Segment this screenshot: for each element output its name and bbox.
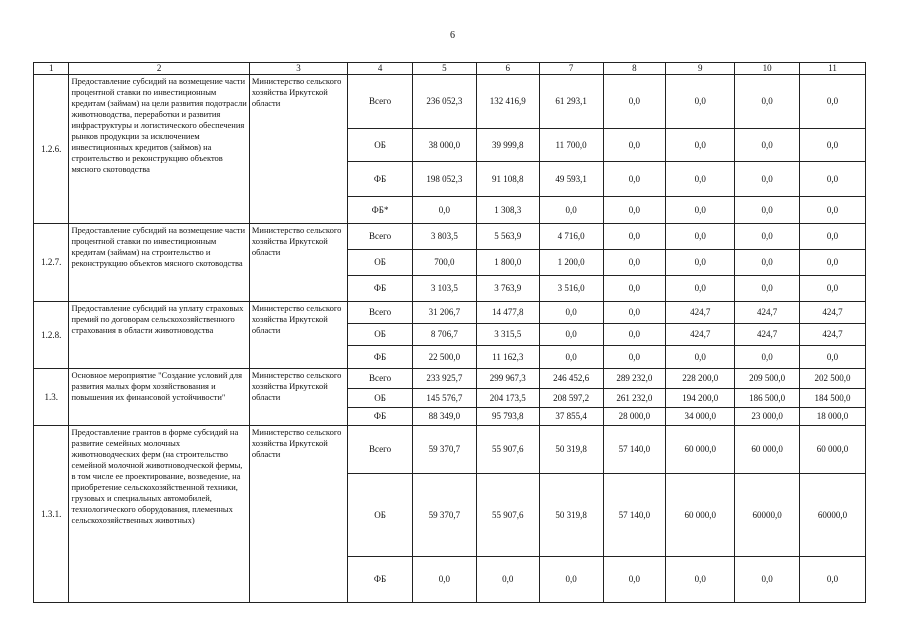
value-cell: 11 162,3 — [476, 346, 539, 369]
item-code: 1.3.1. — [34, 426, 69, 603]
value-cell: 60 000,0 — [666, 426, 735, 474]
value-cell: 0,0 — [735, 224, 800, 250]
column-header: 2 — [69, 63, 249, 75]
value-cell: 23 000,0 — [735, 408, 800, 426]
item-name: Основное мероприятие "Создание условий для развития малых форм хозяйствования и повышения их финансовой устойчивости" — [69, 369, 249, 426]
header-row — [34, 63, 866, 75]
item-code: 1.2.7. — [34, 224, 69, 302]
value-cell: 0,0 — [539, 324, 603, 346]
value-cell: 289 232,0 — [603, 369, 666, 389]
value-cell: 0,0 — [603, 75, 666, 129]
page-number: 6 — [450, 30, 455, 41]
value-cell: 0,0 — [603, 324, 666, 346]
value-cell: 202 500,0 — [800, 369, 866, 389]
value-cell: 0,0 — [539, 557, 603, 603]
value-cell: 11 700,0 — [539, 129, 603, 162]
column-header: 11 — [800, 63, 866, 75]
value-cell: 91 108,8 — [476, 162, 539, 197]
column-header: 1 — [34, 63, 69, 75]
value-cell: 0,0 — [735, 129, 800, 162]
funding-source: ФБ — [348, 557, 413, 603]
funding-source: ФБ* — [348, 197, 413, 224]
value-cell: 0,0 — [603, 129, 666, 162]
value-cell: 204 173,5 — [476, 389, 539, 408]
funding-source: Всего — [348, 302, 413, 324]
value-cell: 0,0 — [603, 302, 666, 324]
value-cell: 424,7 — [666, 302, 735, 324]
value-cell: 0,0 — [735, 276, 800, 302]
value-cell: 3 763,9 — [476, 276, 539, 302]
item-code: 1.2.8. — [34, 302, 69, 369]
value-cell: 0,0 — [539, 197, 603, 224]
value-cell: 299 967,3 — [476, 369, 539, 389]
value-cell: 0,0 — [666, 162, 735, 197]
value-cell: 184 500,0 — [800, 389, 866, 408]
value-cell: 198 052,3 — [412, 162, 476, 197]
funding-source: ФБ — [348, 346, 413, 369]
column-header: 3 — [249, 63, 347, 75]
value-cell: 424,7 — [800, 324, 866, 346]
value-cell: 261 232,0 — [603, 389, 666, 408]
item-code: 1.2.6. — [34, 75, 69, 224]
value-cell: 209 500,0 — [735, 369, 800, 389]
value-cell: 8 706,7 — [412, 324, 476, 346]
item-executor: Министерство сельского хозяйства Иркутской области — [249, 224, 347, 302]
funding-source: ФБ — [348, 408, 413, 426]
column-header: 7 — [539, 63, 603, 75]
value-cell: 0,0 — [800, 162, 866, 197]
funding-source: Всего — [348, 75, 413, 129]
item-executor: Министерство сельского хозяйства Иркутской области — [249, 369, 347, 426]
table-row — [34, 224, 866, 250]
value-cell: 0,0 — [666, 557, 735, 603]
column-header: 9 — [666, 63, 735, 75]
item-name: Предоставление субсидий на возмещение части процентной ставки по инвестиционным кредитам (займам) на цели развития подотрасли животноводства, переработки и развития инфраструктуры и логистического обеспечения рынков продукции за исключением инвестиционных кредитов (займов) на строительство и реконструкцию объектов мясного скотоводства — [69, 75, 249, 224]
funding-source: ОБ — [348, 389, 413, 408]
value-cell: 0,0 — [412, 557, 476, 603]
value-cell: 0,0 — [603, 346, 666, 369]
value-cell: 3 803,5 — [412, 224, 476, 250]
value-cell: 3 315,5 — [476, 324, 539, 346]
value-cell: 55 907,6 — [476, 474, 539, 557]
value-cell: 0,0 — [800, 276, 866, 302]
item-executor: Министерство сельского хозяйства Иркутской области — [249, 426, 347, 603]
table-row — [34, 426, 866, 474]
funding-source: ОБ — [348, 129, 413, 162]
value-cell: 14 477,8 — [476, 302, 539, 324]
funding-source: ОБ — [348, 474, 413, 557]
value-cell: 0,0 — [800, 197, 866, 224]
column-header: 4 — [348, 63, 413, 75]
value-cell: 0,0 — [666, 276, 735, 302]
value-cell: 37 855,4 — [539, 408, 603, 426]
value-cell: 0,0 — [735, 557, 800, 603]
item-name: Предоставление субсидий на возмещение части процентной ставки по инвестиционным кредитам (займам) на строительство и реконструкцию объектов мясного скотоводства — [69, 224, 249, 302]
value-cell: 0,0 — [603, 197, 666, 224]
funding-source: ОБ — [348, 324, 413, 346]
item-executor: Министерство сельского хозяйства Иркутской области — [249, 75, 347, 224]
value-cell: 0,0 — [412, 197, 476, 224]
value-cell: 132 416,9 — [476, 75, 539, 129]
value-cell: 60 000,0 — [800, 426, 866, 474]
value-cell: 0,0 — [800, 224, 866, 250]
funding-source: ФБ — [348, 162, 413, 197]
funding-source: ОБ — [348, 250, 413, 276]
value-cell: 233 925,7 — [412, 369, 476, 389]
value-cell: 0,0 — [800, 557, 866, 603]
table-row — [34, 302, 866, 324]
value-cell: 0,0 — [666, 197, 735, 224]
value-cell: 59 370,7 — [412, 474, 476, 557]
value-cell: 60000,0 — [735, 474, 800, 557]
value-cell: 0,0 — [539, 302, 603, 324]
value-cell: 31 206,7 — [412, 302, 476, 324]
funding-source: Всего — [348, 369, 413, 389]
value-cell: 55 907,6 — [476, 426, 539, 474]
value-cell: 0,0 — [476, 557, 539, 603]
value-cell: 34 000,0 — [666, 408, 735, 426]
item-executor: Министерство сельского хозяйства Иркутской области — [249, 302, 347, 369]
value-cell: 0,0 — [800, 75, 866, 129]
value-cell: 3 516,0 — [539, 276, 603, 302]
value-cell: 0,0 — [800, 346, 866, 369]
value-cell: 59 370,7 — [412, 426, 476, 474]
value-cell: 0,0 — [800, 129, 866, 162]
item-code: 1.3. — [34, 369, 69, 426]
table-row — [34, 75, 866, 129]
value-cell: 61 293,1 — [539, 75, 603, 129]
value-cell: 236 052,3 — [412, 75, 476, 129]
column-header: 10 — [735, 63, 800, 75]
value-cell: 60000,0 — [800, 474, 866, 557]
funding-source: Всего — [348, 426, 413, 474]
value-cell: 1 308,3 — [476, 197, 539, 224]
value-cell: 0,0 — [666, 250, 735, 276]
value-cell: 145 576,7 — [412, 389, 476, 408]
value-cell: 88 349,0 — [412, 408, 476, 426]
funding-source: Всего — [348, 224, 413, 250]
value-cell: 228 200,0 — [666, 369, 735, 389]
value-cell: 1 200,0 — [539, 250, 603, 276]
value-cell: 38 000,0 — [412, 129, 476, 162]
item-name: Предоставление грантов в форме субсидий на развитие семейных молочных животноводческих ферм (на строительство семейной молочной животноводческой фермы, в том числе ее проектирование, возведение, на приобретение сельскохозяйственной техники, грузовых и специальных автомобилей, технологического оборудования, племенных сельскохозяйственных животных) — [69, 426, 249, 603]
value-cell: 1 800,0 — [476, 250, 539, 276]
item-name: Предоставление субсидий на уплату страховых премий по договорам сельскохозяйственного страхования в области животноводства — [69, 302, 249, 369]
value-cell: 0,0 — [735, 162, 800, 197]
value-cell: 60 000,0 — [735, 426, 800, 474]
value-cell: 0,0 — [735, 250, 800, 276]
value-cell: 95 793,8 — [476, 408, 539, 426]
column-header: 6 — [476, 63, 539, 75]
value-cell: 0,0 — [603, 162, 666, 197]
value-cell: 424,7 — [666, 324, 735, 346]
value-cell: 194 200,0 — [666, 389, 735, 408]
value-cell: 0,0 — [735, 346, 800, 369]
value-cell: 50 319,8 — [539, 426, 603, 474]
value-cell: 424,7 — [735, 324, 800, 346]
value-cell: 49 593,1 — [539, 162, 603, 197]
budget-table — [33, 62, 866, 603]
value-cell: 57 140,0 — [603, 474, 666, 557]
value-cell: 28 000,0 — [603, 408, 666, 426]
value-cell: 0,0 — [800, 250, 866, 276]
value-cell: 0,0 — [539, 346, 603, 369]
value-cell: 700,0 — [412, 250, 476, 276]
value-cell: 4 716,0 — [539, 224, 603, 250]
value-cell: 5 563,9 — [476, 224, 539, 250]
value-cell: 57 140,0 — [603, 426, 666, 474]
table-row — [34, 369, 866, 389]
value-cell: 0,0 — [603, 224, 666, 250]
value-cell: 39 999,8 — [476, 129, 539, 162]
value-cell: 186 500,0 — [735, 389, 800, 408]
value-cell: 424,7 — [735, 302, 800, 324]
value-cell: 3 103,5 — [412, 276, 476, 302]
column-header: 5 — [412, 63, 476, 75]
value-cell: 0,0 — [603, 557, 666, 603]
value-cell: 0,0 — [603, 250, 666, 276]
value-cell: 0,0 — [735, 197, 800, 224]
value-cell: 0,0 — [603, 276, 666, 302]
value-cell: 0,0 — [666, 129, 735, 162]
value-cell: 208 597,2 — [539, 389, 603, 408]
value-cell: 50 319,8 — [539, 474, 603, 557]
value-cell: 60 000,0 — [666, 474, 735, 557]
value-cell: 22 500,0 — [412, 346, 476, 369]
column-header: 8 — [603, 63, 666, 75]
funding-source: ФБ — [348, 276, 413, 302]
value-cell: 246 452,6 — [539, 369, 603, 389]
value-cell: 0,0 — [666, 75, 735, 129]
value-cell: 424,7 — [800, 302, 866, 324]
value-cell: 18 000,0 — [800, 408, 866, 426]
value-cell: 0,0 — [666, 346, 735, 369]
value-cell: 0,0 — [666, 224, 735, 250]
value-cell: 0,0 — [735, 75, 800, 129]
